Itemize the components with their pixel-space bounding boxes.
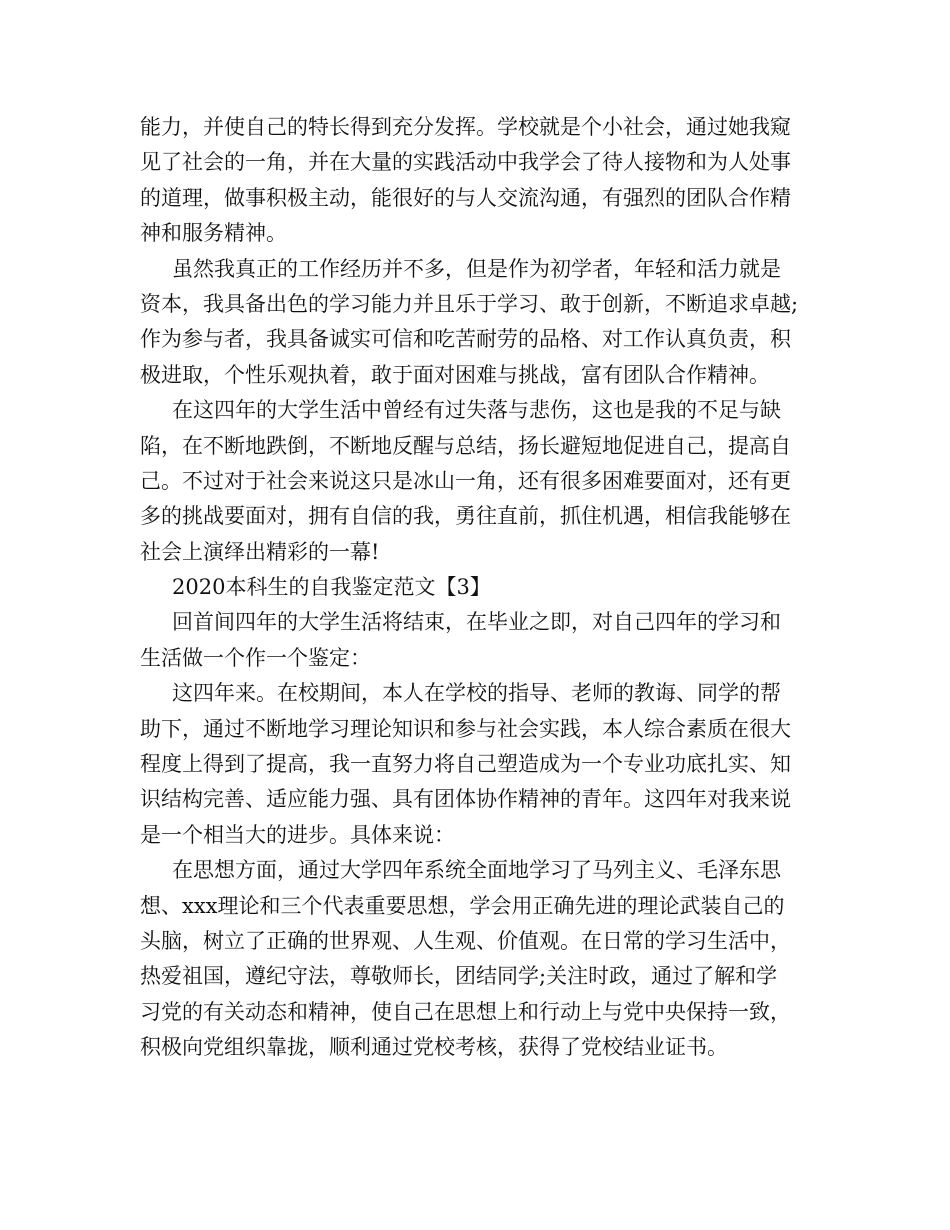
- paragraph-first-line: 虽然我真正的工作经历并不多，但是作为初学者，年轻和活力就是: [172, 256, 781, 281]
- text-line: 头脑，树立了正确的世界观、人生观、价值观。在日常的学习生活中，: [140, 928, 791, 953]
- paragraph-first-line: 这四年来。在校期间，本人在学校的指导、老师的教诲、同学的帮: [172, 681, 781, 706]
- text-line: 的道理，做事积极主动，能很好的与人交流沟通，有强烈的团队合作精: [140, 185, 791, 210]
- text-line: 见了社会的一角，并在大量的实践活动中我学会了待人接物和为人处事: [140, 150, 791, 175]
- text-line: 陷，在不断地跌倒，不断地反醒与总结，扬长避短地促进自己，提高自: [140, 433, 791, 458]
- text-line: 助下，通过不断地学习理论知识和参与社会实践，本人综合素质在很大: [140, 716, 791, 741]
- paragraph-first-line: 在这四年的大学生活中曾经有过失落与悲伤，这也是我的不足与缺: [172, 398, 781, 423]
- text-line: 神和服务精神。: [140, 221, 287, 246]
- paragraph-first-line: 回首间四年的大学生活将结束，在毕业之即，对自己四年的学习和: [172, 610, 781, 635]
- text-line: 程度上得到了提高，我一直努力将自己塑造成为一个专业功底扎实、知: [140, 752, 791, 777]
- text-line: 资本，我具备出色的学习能力并且乐于学习、敢于创新，不断追求卓越;: [140, 291, 799, 316]
- text-line: 社会上演绎出精彩的一幕!: [140, 539, 380, 564]
- text-line: 生活做一个作一个鉴定：: [140, 645, 371, 670]
- text-line: 习党的有关动态和精神，使自己在思想上和行动上与党中央保持一致，: [140, 999, 791, 1024]
- text-line: 作为参与者，我具备诚实可信和吃苦耐劳的品格、对工作认真负责，积: [140, 327, 791, 352]
- paragraph-first-line: 2020本科生的自我鉴定范文【3】: [172, 575, 491, 600]
- text-line: 是一个相当大的进步。具体来说：: [140, 822, 455, 847]
- paragraph-first-line: 在思想方面，通过大学四年系统全面地学习了马列主义、毛泽东思: [172, 858, 781, 883]
- text-line: 能力，并使自己的特长得到充分发挥。学校就是个小社会，通过她我窥: [140, 115, 791, 139]
- text-line: 想、xxx理论和三个代表重要思想，学会用正确先进的理论武装自己的: [140, 893, 785, 918]
- text-line: 己。不过对于社会来说这只是冰山一角，还有很多困难要面对，还有更: [140, 468, 791, 493]
- text-line: 多的挑战要面对，拥有自信的我，勇往直前，抓住机遇，相信我能够在: [140, 504, 791, 529]
- text-line: 积极向党组织靠拢，顺利通过党校考核，获得了党校结业证书。: [140, 1035, 728, 1060]
- text-line: 极进取，个性乐观执着，敢于面对困难与挑战，富有团队合作精神。: [140, 362, 770, 387]
- text-line: 识结构完善、适应能力强、具有团体协作精神的青年。这四年对我来说: [140, 787, 791, 812]
- text-line: 热爱祖国，遵纪守法，尊敬师长，团结同学;关注时政，通过了解和学: [140, 964, 778, 989]
- document-body: [140, 110, 820, 1066]
